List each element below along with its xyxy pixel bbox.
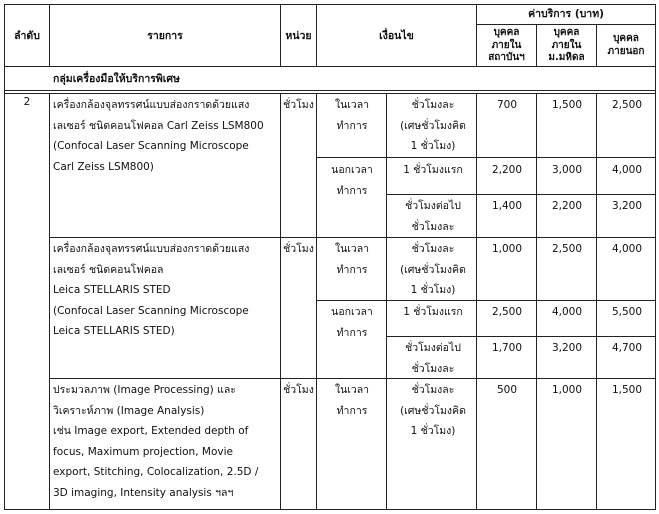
row1-next-fee-university: 2,200 — [551, 200, 583, 212]
header-university — [537, 27, 596, 65]
rule — [50, 378, 656, 379]
row1-normal-condition — [387, 95, 479, 157]
group-title: กลุ่มเครื่องมือให้บริการพิเศษ — [53, 73, 180, 85]
row1-item-line: (Confocal Laser Scanning Microscope — [53, 140, 249, 152]
row1-next-hour-line: ชั่วโมงละ — [411, 220, 455, 233]
row1-normal-cond-line: 1 ชั่วโมง) — [410, 140, 456, 152]
row2-first-fee-university: 4,000 — [551, 306, 583, 318]
row3-normal-line: ทำการ — [336, 404, 368, 417]
row3-item — [53, 380, 258, 503]
row1-normal-cond-line: ชั่วโมงละ — [411, 99, 455, 111]
row1-normal-fee-external: 2,500 — [611, 99, 643, 111]
rule — [316, 157, 656, 158]
row1-item — [53, 95, 264, 177]
row1-first-fee-university: 3,000 — [551, 164, 583, 176]
row2-normal-cond-line: 1 ชั่วโมง) — [410, 284, 456, 296]
row2-item-line: Leica STELLARIS STED) — [53, 325, 175, 337]
row2-first-fee-external: 5,500 — [611, 306, 643, 318]
header-item: รายการ — [147, 30, 183, 42]
row2-item-line: เลเซอร์ ชนิดคอนโฟคอล — [53, 263, 164, 276]
row-no: 2 — [23, 96, 31, 108]
rule — [4, 509, 656, 510]
row2-after-line: นอกเวลา — [331, 306, 373, 318]
header-condition: เงื่อนไข — [379, 30, 414, 42]
row3-normal-line: ในเวลา — [334, 384, 370, 396]
row2-item-line: Leica STELLARIS STED — [53, 284, 171, 296]
rule — [4, 93, 656, 94]
row3-unit: ชั่วโมง — [283, 384, 314, 396]
row3-item-line: focus, Maximum projection, Movie — [53, 445, 233, 458]
row2-normal-line: ในเวลา — [334, 243, 370, 255]
row2-first-hour: 1 ชั่วโมงแรก — [403, 306, 463, 318]
row1-item-line: เลเซอร์ ชนิดคอนโฟคอล Carl Zeiss LSM800 — [53, 119, 264, 132]
row2-unit: ชั่วโมง — [283, 243, 314, 255]
header-external-1: บุคคล — [613, 33, 639, 44]
row1-unit: ชั่วโมง — [283, 99, 314, 111]
row3-item-line: ประมวลภาพ (Image Processing) และ — [53, 384, 236, 396]
row2-normal-fee-internal: 1,000 — [491, 243, 523, 255]
header-university-1: บุคคล — [553, 27, 580, 38]
row2-after-time — [317, 302, 387, 343]
row1-first-fee-internal: 2,200 — [491, 164, 523, 176]
row1-normal-fee-university: 1,500 — [551, 99, 583, 111]
row1-normal-time — [317, 95, 387, 136]
rule — [4, 4, 5, 510]
row1-first-fee-external: 4,000 — [611, 164, 643, 176]
row1-next-hour-line: ชั่วโมงต่อไป — [405, 200, 461, 212]
row2-normal-line: ทำการ — [336, 263, 368, 276]
row1-normal-cond-line: (เศษชั่วโมงคิด — [400, 119, 466, 132]
row2-normal-condition — [387, 239, 479, 301]
header-fee: ค่าบริการ (บาท) — [528, 8, 604, 20]
row3-item-line: 3D imaging, Intensity analysis ฯลฯ — [53, 486, 234, 499]
row1-normal-fee-internal: 700 — [496, 99, 518, 111]
row3-normal-fee-internal: 500 — [496, 384, 518, 396]
header-internal-2: ภายใน — [491, 39, 522, 51]
row1-next-fee-internal: 1,400 — [491, 200, 523, 212]
rule — [386, 336, 656, 337]
rule — [4, 66, 656, 67]
row3-normal-fee-university: 1,000 — [551, 384, 583, 396]
rule — [49, 93, 50, 510]
row2-item-line: (Confocal Laser Scanning Microscope — [53, 304, 249, 317]
header-internal — [477, 27, 536, 65]
row3-normal-cond-line: 1 ชั่วโมง) — [410, 425, 456, 437]
row2-after-line: ทำการ — [336, 326, 368, 339]
row3-item-line: วิเคราะห์ภาพ (Image Analysis) — [53, 404, 205, 417]
row2-item-line: เครื่องกล้องจุลทรรศน์แบบส่องกราดด้วยแสง — [53, 243, 250, 255]
row2-normal-time — [317, 239, 387, 280]
row1-first-hour: 1 ชั่วโมงแรก — [403, 164, 463, 176]
row1-after-line: นอกเวลา — [331, 164, 373, 176]
rule — [280, 93, 281, 510]
row1-next-fee-external: 3,200 — [611, 200, 643, 212]
row1-after-line: ทำการ — [336, 184, 368, 197]
row3-item-line: export, Stitching, Colocalization, 2.5D / — [53, 466, 259, 478]
row1-item-line: เครื่องกล้องจุลทรรศน์แบบส่องกราดด้วยแสง — [53, 99, 250, 111]
row1-normal-line: ในเวลา — [334, 99, 370, 111]
row3-normal-time — [317, 380, 387, 421]
row1-next-hour — [387, 196, 479, 237]
row2-first-fee-internal: 2,500 — [491, 306, 523, 318]
rule — [316, 300, 656, 301]
header-external — [597, 33, 655, 58]
row3-normal-cond-line: ชั่วโมงละ — [411, 384, 455, 396]
rule — [386, 194, 656, 195]
row2-normal-cond-line: (เศษชั่วโมงคิด — [400, 263, 466, 276]
row1-after-time — [317, 160, 387, 201]
rule — [50, 237, 656, 238]
rule — [4, 90, 656, 91]
row2-next-fee-external: 4,700 — [611, 342, 643, 354]
row2-normal-fee-external: 4,000 — [611, 243, 643, 255]
row2-next-hour-line: ชั่วโมงต่อไป — [405, 342, 461, 354]
header-internal-1: บุคคล — [493, 27, 520, 38]
header-internal-3: สถาบันฯ — [488, 52, 525, 63]
row3-normal-cond-line: (เศษชั่วโมงคิด — [400, 404, 466, 417]
header-no: ลำดับ — [14, 30, 40, 42]
header-university-3: ม.มหิดล — [548, 52, 585, 63]
row3-item-line: เช่น Image export, Extended depth of — [53, 425, 249, 437]
row2-next-fee-internal: 1,700 — [491, 342, 523, 354]
row2-normal-fee-university: 2,500 — [551, 243, 583, 255]
row2-normal-cond-line: ชั่วโมงละ — [411, 243, 455, 255]
row1-item-line: Carl Zeiss LSM800) — [53, 160, 154, 173]
header-external-2: ภายนอก — [607, 45, 645, 57]
row3-normal-condition — [387, 380, 479, 442]
row2-next-hour-line: ชั่วโมงละ — [411, 362, 455, 375]
row1-normal-line: ทำการ — [336, 119, 368, 132]
header-unit: หน่วย — [285, 30, 312, 42]
row3-normal-fee-external: 1,500 — [611, 384, 643, 396]
header-university-2: ภายใน — [551, 39, 582, 51]
row2-next-fee-university: 3,200 — [551, 342, 583, 354]
row2-next-hour — [387, 338, 479, 379]
row2-item — [53, 239, 249, 342]
